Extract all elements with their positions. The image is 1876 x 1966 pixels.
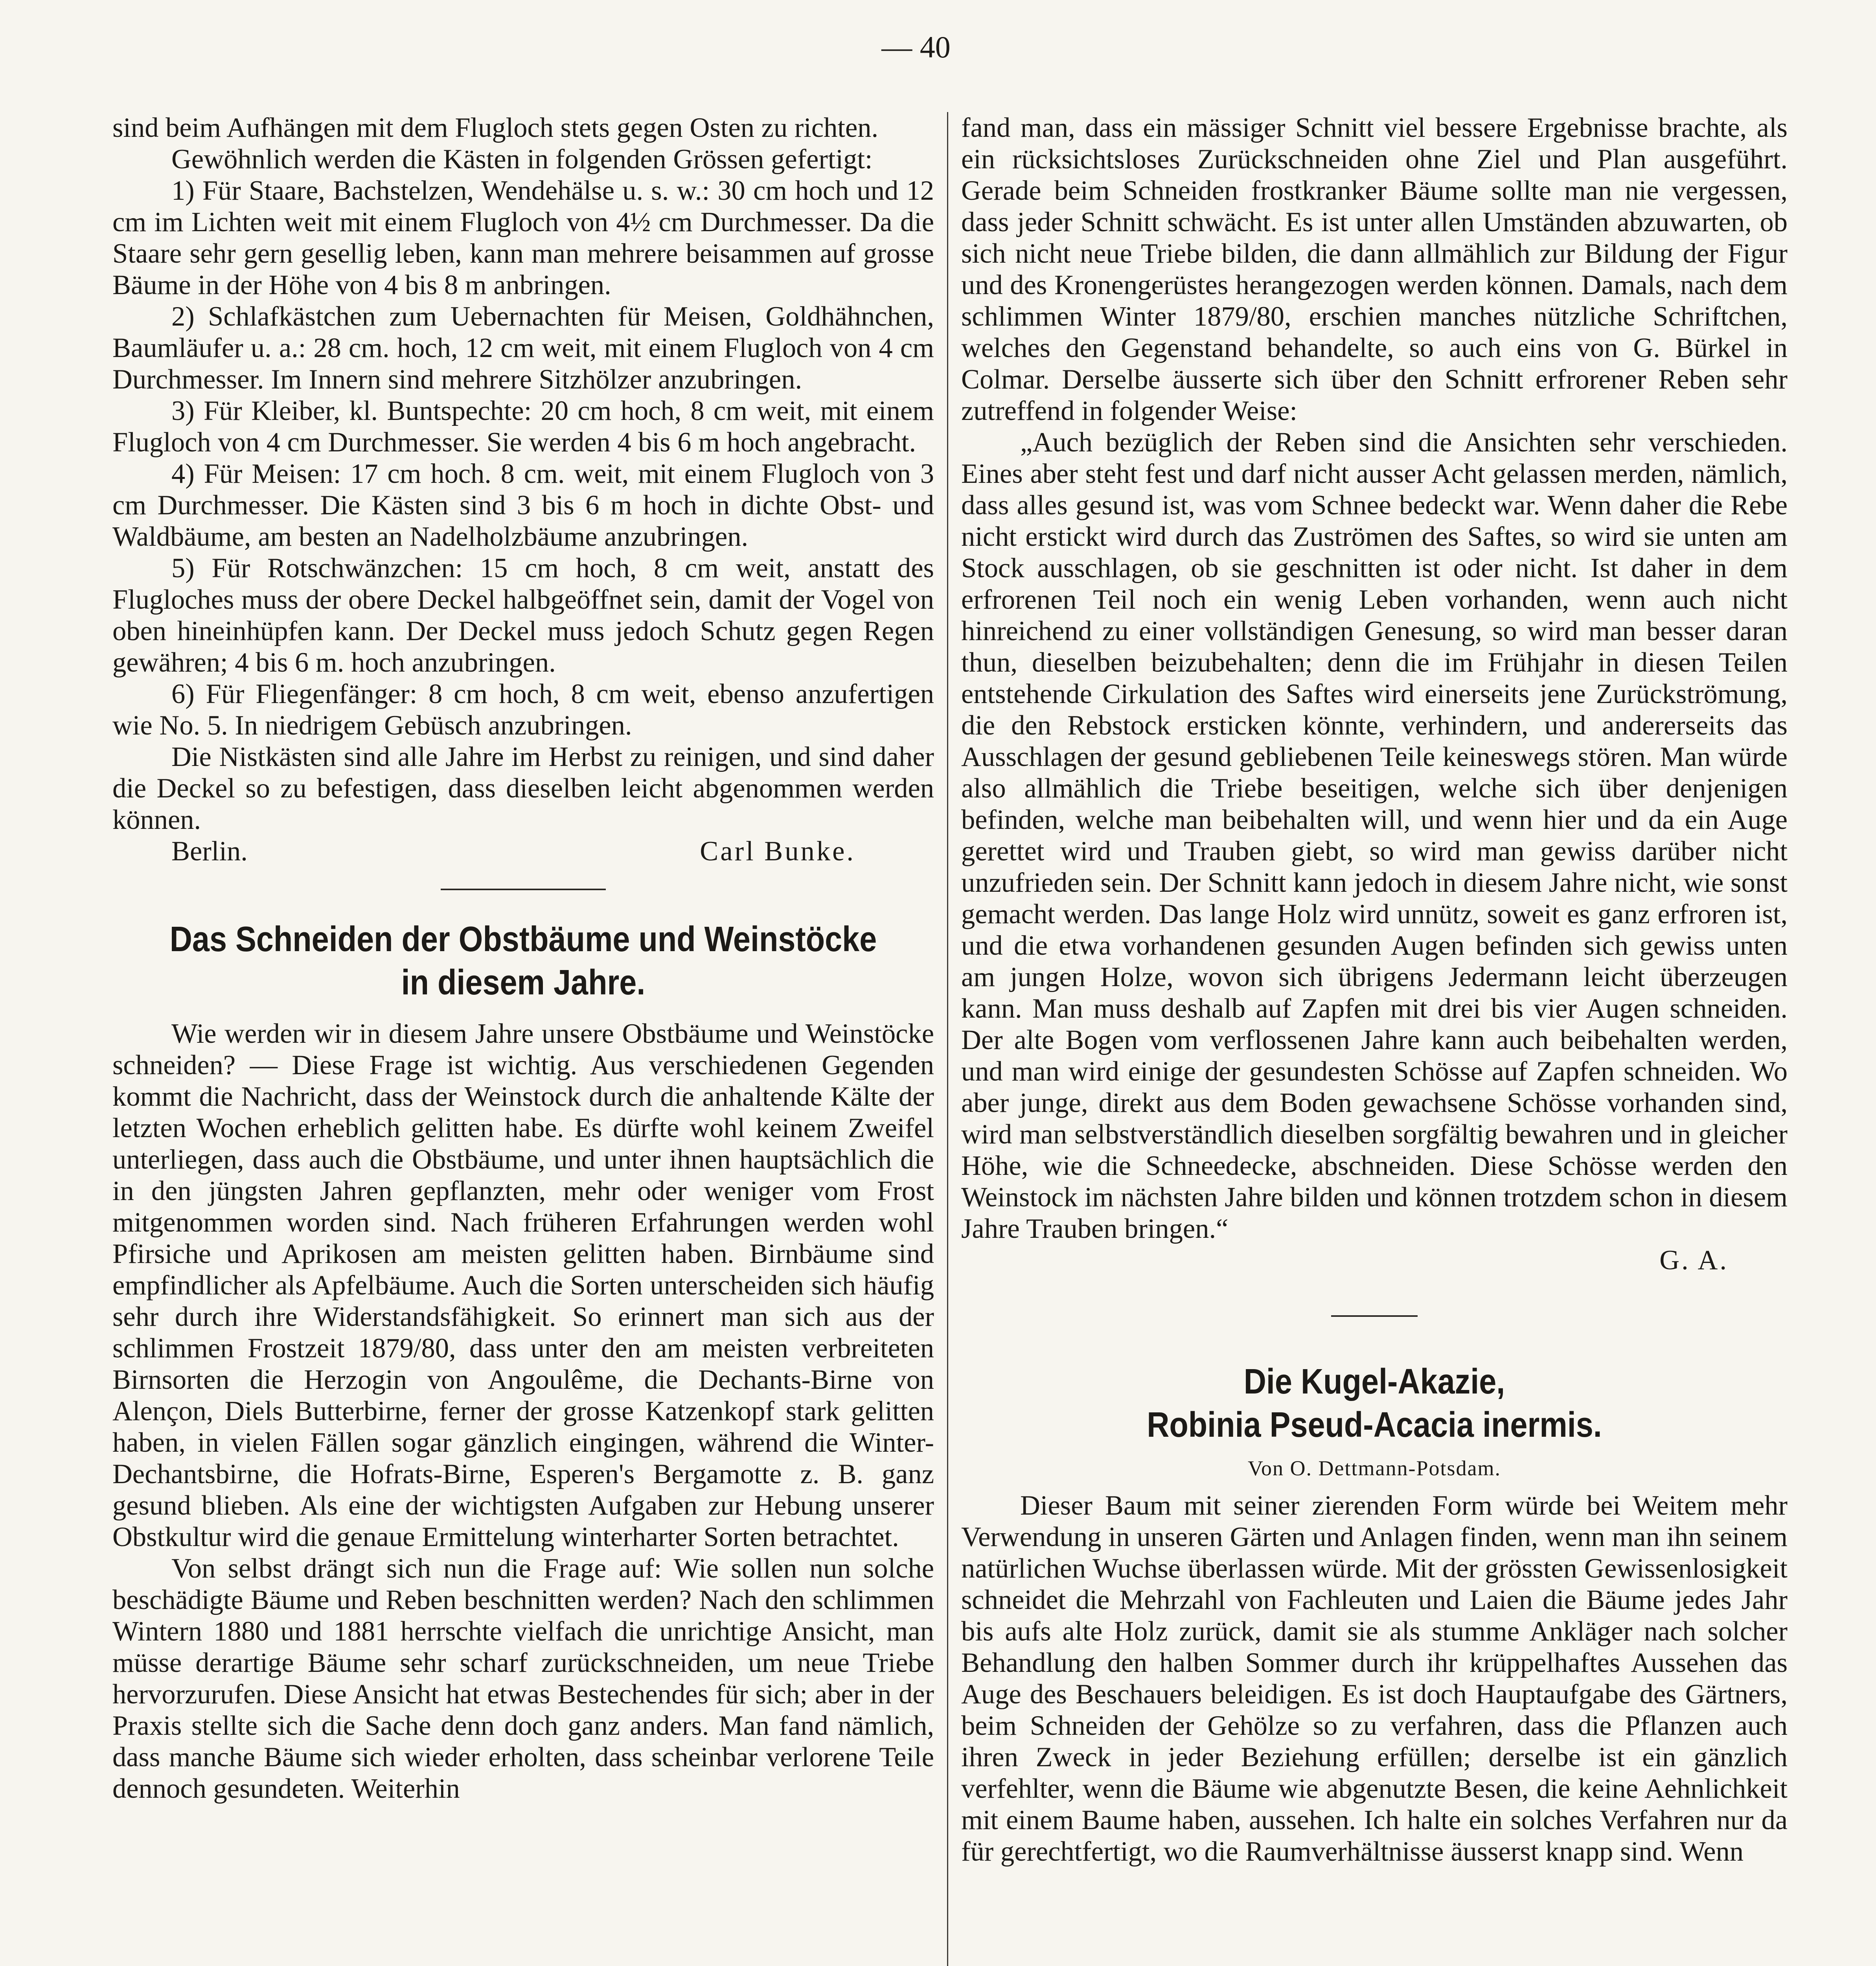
list-item: 6) Für Fliegenfänger: 8 cm hoch, 8 cm weit, ebenso anzufertigen wie No. 5. In niedrigem Gebüsch anzubringen.: [112, 679, 934, 741]
section-divider: [441, 889, 606, 890]
quote-paragraph: „Auch bezüglich der Reben sind die Ansichten sehr verschieden. Eines aber steht fest und darf nicht ausser Acht gelassen merden, nämlich, dass alles gesund ist, was vom Schnee bedeckt war. Wenn daher die Rebe nicht erstickt wird durch das Zuströmen des Saftes, so wird sie unten am Stock ausschlagen, ob sie geschnitten ist oder nicht. Ist daher in dem erfrorenen Teil noch ein wenig Leben vorhanden, wenn auch nicht hinreichend zu einer vollständigen Genesung, so wird man besser daran thun, dieselben beizubehalten; denn die im Frühjahr in diesen Teilen entstehende Cirkulation des Saftes wird einerseits jene Zurückströmung, die den Rebstock ersticken könnte, verhindern, und andererseits das Ausschlagen der gesund gebliebenen Teile keineswegs stören. Man würde also allmählich die Triebe beseitigen, welche sich über denjenigen befinden, welche man beibehalten will, und wenn hier und da ein Auge gerettet wird und Trauben giebt, so wird man gewiss darüber nicht unzufrieden sein. Der Schnitt kann jedoch in diesem Jahre nicht, wie sonst gemacht werden. Das lange Holz wird unnütz, soweit es ganz erfroren ist, und die etwa vorhandenen gesunden Augen befinden sich gewiss unten am jungen Holze, wovon sich übrigens Jedermann leicht überzeugen kann. Man muss deshalb auf Zapfen mit drei bis vier Augen schneiden. Der alte Bogen vom verflossenen Jahre kann auch beibehalten werden, und man wird einige der gesundesten Schösse auf Zapfen schneiden. Wo aber junge, direkt aus dem Boden gewachsene Schösse vorhanden sind, wird man selbstverständlich dieselben sorgfältig bewahren und in gleicher Höhe, wie die Schneedecke, abschneiden. Diese Schösse werden den Weinstock im nächsten Jahre bilden und können trotzdem schon in diesem Jahre Trauben bringen.“: [961, 427, 1788, 1244]
paragraph: sind beim Aufhängen mit dem Flugloch stets gegen Osten zu richten.: [112, 112, 879, 143]
list-item: 1) Für Staare, Bachstelzen, Wendehälse u. s. w.: 30 cm hoch und 12 cm im Lichten weit mit einem Flugloch von 4½ cm Durchmesser. Da die Staare sehr gern gesellig leben, kann man mehrere beisammen auf grosse Bäume in der Höhe von 4 bis 8 m anbringen.: [112, 175, 934, 300]
paragraph: Von selbst drängt sich nun die Frage auf: Wie sollen nun solche beschädigte Bäume und Reben beschnitten werden? Nach den schlimmen Wintern 1880 und 1881 herrschte vielfach die unrichtige Ansicht, man müsse derartige Bäume sehr scharf zurückschneiden, um neue Triebe hervorzurufen. Diese Ansicht hat etwas Bestechendes für sich; aber in der Praxis stellte sich die Sache denn doch ganz anders. Man fand nämlich, dass manche Bäume sich wieder erholten, dass scheinbar verlorene Teile dennoch gesundeten. Weiterhin: [112, 1553, 934, 1804]
byline: Von O. Dettmann-Potsdam.: [1248, 1456, 1501, 1480]
list-item: 5) Für Rotschwänzchen: 15 cm hoch, 8 cm weit, anstatt des Flugloches muss der obere Deckel halbgeöffnet sein, damit der Vogel von oben hineinhüpfen kann. Der Deckel muss jedoch Schutz gegen Regen gewähren; 4 bis 6 m. hoch anzubringen.: [112, 553, 934, 678]
signature-author: Carl Bunke.: [700, 836, 855, 867]
paragraph: Die Nistkästen sind alle Jahre im Herbst zu reinigen, und sind daher die Deckel so zu befestigen, dass dieselben leicht abgenommen werden können.: [112, 742, 934, 835]
article-title: Die Kugel-Akazie,: [1243, 1362, 1505, 1401]
paragraph: fand man, dass ein mässiger Schnitt viel bessere Ergebnisse brachte, als ein rücksichtsloses Zurückschneiden ohne Ziel und Plan ausgeführt. Gerade beim Schneiden frostkranker Bäume sollte man nie vergessen, dass jeder Schnitt schwächt. Es ist unter allen Umständen abzuwarten, ob sich nicht neue Triebe bilden, die dann allmählich zur Bildung der Figur und des Kronengerüstes herangezogen werden können. Damals, nach dem schlimmen Winter 1879/80, erschien manches nützliche Schriftchen, welches den Gegenstand behandelte, so auch eins von G. Bürkel in Colmar. Derselbe äusserte sich über den Schnitt erfrorener Reben sehr zutreffend in folgender Weise:: [961, 112, 1788, 426]
paragraph: Dieser Baum mit seiner zierenden Form würde bei Weitem mehr Verwendung in unseren Gärten und Anlagen finden, wenn man ihn seinem natürlichen Wuchse überlassen würde. Mit der grössten Gewissenlosigkeit schneidet die Mehrzahl von Fachleuten und Laien die Bäume jedes Jahr bis aufs alte Holz zurück, damit sie als stumme Ankläger nach solcher Behandlung den halben Sommer durch ihr krüppelhaftes Aussehen das Auge des Beschauers beleidigen. Es ist doch Hauptaufgabe des Gärtners, beim Schneiden der Gehölze so zu verfahren, dass die Pflanzen auch ihren Zweck in jeder Beziehung erfüllen; derselbe ist ein gänzlich verfehlter, wenn die Bäume wie abgenutzte Besen, die keine Aehnlichkeit mit einem Baume haben, aussehen. Ich halte ein solches Verfahren nur da für gerechtfertigt, wo die Raumverhältnisse äusserst knapp sind. Wenn: [961, 1490, 1788, 1867]
column-divider: [947, 112, 948, 1966]
article-signature: [112, 836, 934, 867]
signature-place: Berlin.: [171, 836, 248, 867]
article-title: Das Schneiden der Obstbäume und Weinstöcke in diesem Jahre.: [169, 920, 877, 1002]
section-divider: [1331, 1315, 1418, 1317]
paragraph: Wie werden wir in diesem Jahre unsere Obstbäume und Weinstöcke schneiden? — Diese Frage ist wichtig. Aus verschiedenen Gegenden kommt die Nachricht, dass der Weinstock durch die anhaltende Kälte der letzten Wochen erheblich gelitten habe. Es dürfte wohl keinem Zweifel unterliegen, dass auch die Obstbäume, und unter ihnen hauptsächlich die in den jüngsten Jahren gepflanzten, mehr oder weniger vom Frost mitgenommen worden sind. Nach früheren Erfahrungen werden wohl Pfirsiche und Aprikosen am meisten gelitten haben. Birnbäume sind empfindlicher als Apfelbäume. Auch die Sorten unterscheiden sich häufig sehr durch ihre Widerstandsfähigkeit. So erinnert man sich aus der schlimmen Frostzeit 1879/80, dass unter den am meisten verbreiteten Birnsorten die Herzogin von Angoulême, die Dechants-Birne von Alençon, Diels Butterbirne, ferner der grosse Katzenkopf stark gelitten haben, in vielen Fällen sogar gänzlich eingingen, während die Winter-Dechantsbirne, die Hofrats-Birne, Esperen's Bergamotte z. B. ganz gesund blieben. Als eine der wichtigsten Aufgaben zur Hebung unserer Obstkultur wird die genaue Ermittelung winterharter Sorten betrachtet.: [112, 1018, 934, 1552]
left-column: [112, 112, 934, 1804]
paragraph: Gewöhnlich werden die Kästen in folgenden Grössen gefertigt:: [171, 144, 873, 175]
page-number: — 40: [881, 30, 951, 64]
article-signature: [961, 1244, 1788, 1276]
list-item: 3) Für Kleiber, kl. Buntspechte: 20 cm hoch, 8 cm weit, mit einem Flugloch von 4 cm Durchmesser. Sie werden 4 bis 6 m hoch angebracht.: [112, 396, 934, 458]
article-subtitle: Robinia Pseud-Acacia inermis.: [1147, 1405, 1602, 1445]
list-item: 2) Schlafkästchen zum Uebernachten für Meisen, Goldhähnchen, Baumläufer u. a.: 28 cm. hoch, 12 cm weit, mit einem Flugloch von 4 cm Durchmesser. Im Innern sind mehrere Sitzhölzer anzubringen.: [112, 301, 934, 395]
signature-author: G. A.: [1659, 1245, 1729, 1276]
list-item: 4) Für Meisen: 17 cm hoch. 8 cm. weit, mit einem Flugloch von 3 cm Durchmesser. Die Kästen sind 3 bis 6 m hoch in dichte Obst- und Waldbäume, am besten an Nadelholzbäume anzubringen.: [112, 458, 934, 552]
right-column: [961, 112, 1788, 1867]
